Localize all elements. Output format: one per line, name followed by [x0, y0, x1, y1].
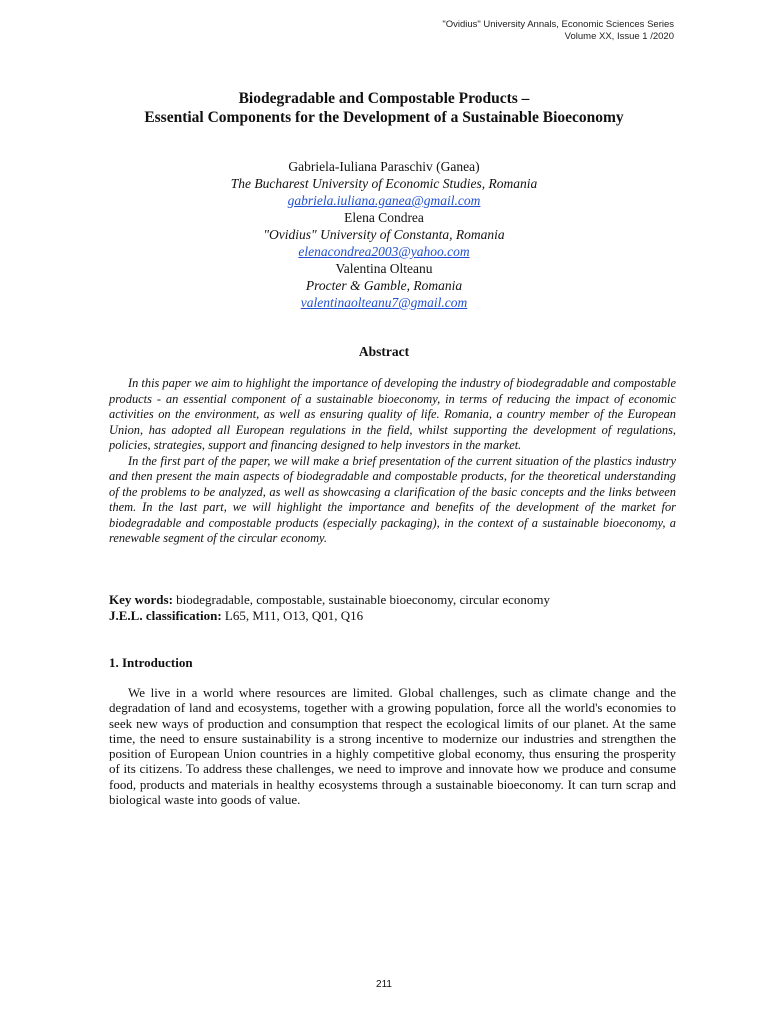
author-1-affiliation: The Bucharest University of Economic Studies, Romania: [230, 176, 538, 191]
introduction-paragraph: We live in a world where resources are limited. Global challenges, such as climate change and the degradation of land and ecosystems, together with a growing population, force all the world's economies to seek new ways of production and consumption that respect the ecological limits of our planet. At the same time, the need to ensure sustainability is a strong incentive to modernize our industries and strengthen the position of European Union countries in a highly competitive global economy, thus ensuring the prosperity of its citizens. To address these challenges, we need to improve and innovate how we produce and consume food, products and materials in healthy ecosystems through a sustainable bioeconomy. It can turn scrap and biological waste into goods of value.: [109, 685, 676, 808]
author-3-email-link[interactable]: valentinaolteanu7@gmail.com: [300, 295, 468, 310]
journal-name: "Ovidius" University Annals, Economic Sciences Series: [442, 19, 674, 30]
paper-title: [0, 89, 768, 127]
title-line-1: Biodegradable and Compostable Products –: [238, 90, 530, 107]
author-1-name: Gabriela-Iuliana Paraschiv (Ganea): [288, 159, 480, 174]
introduction-heading: 1. Introduction: [109, 655, 193, 670]
volume-issue: Volume XX, Issue 1 /2020: [564, 31, 674, 42]
abstract-paragraph-1: In this paper we aim to highlight the importance of developing the industry of biodegradable and compostable products - an essential component of a sustainable bioeconomy, in terms of reducing the impact of economic activities on the environment, as well as ensuring quality of life. Romania, a country member of the European Union, has adopted all European regulations in the field, whilst supporting the development of regulations, policies, strategies, support and financing designed to help investors in the market.: [109, 376, 676, 452]
author-1-email-link[interactable]: gabriela.iuliana.ganea@gmail.com: [287, 193, 481, 208]
introduction-body: [109, 685, 676, 807]
keywords-block: [109, 592, 676, 623]
abstract-body: [109, 376, 676, 547]
keywords-line: [109, 592, 676, 608]
keywords-label: Key words:: [109, 592, 173, 607]
title-line-2: Essential Components for the Development of a Sustainable Bioeconomy: [144, 109, 624, 126]
abstract-heading: Abstract: [358, 344, 410, 359]
page-number: 211: [376, 979, 392, 990]
author-2-email-link[interactable]: elenacondrea2003@yahoo.com: [298, 244, 470, 259]
author-2-affiliation: "Ovidius" University of Constanta, Romania: [263, 227, 505, 242]
abstract-paragraph-2: In the first part of the paper, we will make a brief presentation of the current situation of the plastics industry and then present the main aspects of biodegradable and compostable products, for the theoretical understanding of the problems to be analyzed, as well as showcasing a clarification of the basic concepts and the links between them. In the last part, we will highlight the importance and benefits of the development of the market for biodegradable and compostable products (especially packaging), in the context of a sustainable bioeconomy, a renewable segment of the circular economy.: [109, 453, 676, 545]
keywords-value: biodegradable, compostable, sustainable bioeconomy, circular economy: [172, 592, 551, 607]
author-2-name: Elena Condrea: [344, 210, 424, 225]
author-3-name: Valentina Olteanu: [335, 261, 433, 276]
jel-line: [109, 608, 676, 624]
running-header: [442, 19, 674, 43]
author-3-affiliation: Procter & Gamble, Romania: [305, 278, 463, 293]
author-block: [0, 158, 768, 311]
jel-value: L65, M11, O13, Q01, Q16: [221, 607, 364, 623]
jel-label: J.E.L. classification:: [109, 607, 222, 623]
